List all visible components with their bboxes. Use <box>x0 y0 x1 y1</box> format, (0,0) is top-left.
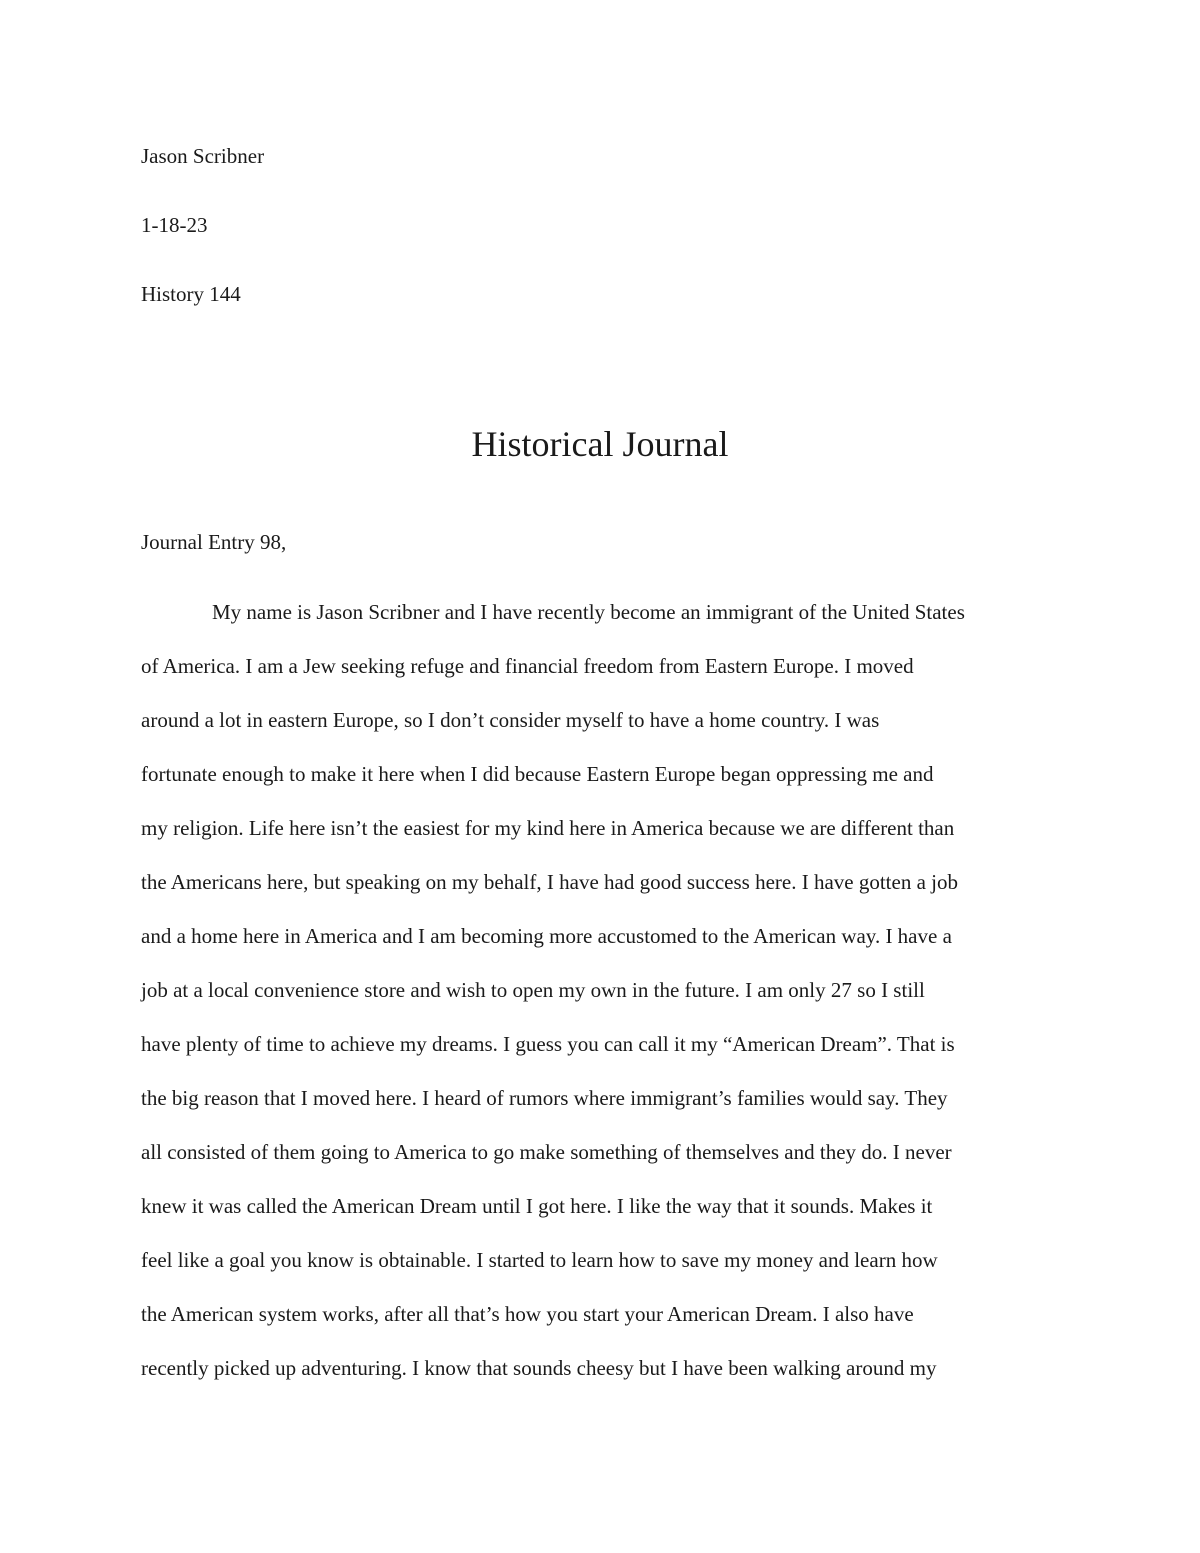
body-line: knew it was called the American Dream until I got here. I like the way that it sounds. Makes it <box>141 1194 933 1218</box>
body-line: around a lot in eastern Europe, so I don’t consider myself to have a home country. I was <box>141 708 880 732</box>
body-line: fortunate enough to make it here when I did because Eastern Europe began oppressing me and <box>141 762 934 786</box>
body-line: and a home here in America and I am becoming more accustomed to the American way. I have a <box>141 924 952 948</box>
body-line: the American system works, after all that’s how you start your American Dream. I also have <box>141 1302 914 1326</box>
body-line: all consisted of them going to America to go make something of themselves and they do. I never <box>141 1140 952 1164</box>
journal-entry-heading: Journal Entry 98, <box>141 530 287 554</box>
document-date: 1-18-23 <box>141 213 208 237</box>
body-line: recently picked up adventuring. I know that sounds cheesy but I have been walking around my <box>141 1356 937 1380</box>
document-title: Historical Journal <box>471 424 729 464</box>
body-line: of America. I am a Jew seeking refuge and financial freedom from Eastern Europe. I moved <box>141 654 914 678</box>
body-line: the Americans here, but speaking on my behalf, I have had good success here. I have gotten a job <box>141 870 958 894</box>
body-line: have plenty of time to achieve my dreams. I guess you can call it my “American Dream”. That is <box>141 1032 955 1056</box>
body-line: job at a local convenience store and wish to open my own in the future. I am only 27 so I still <box>141 978 925 1002</box>
body-line: my religion. Life here isn’t the easiest for my kind here in America because we are different than <box>141 816 955 840</box>
body-line: My name is Jason Scribner and I have recently become an immigrant of the United States <box>212 600 965 624</box>
body-line: the big reason that I moved here. I heard of rumors where immigrant’s families would say. They <box>141 1086 948 1110</box>
author-name: Jason Scribner <box>141 144 265 168</box>
course-name: History 144 <box>141 282 241 306</box>
body-line: feel like a goal you know is obtainable. I started to learn how to save my money and learn how <box>141 1248 938 1272</box>
